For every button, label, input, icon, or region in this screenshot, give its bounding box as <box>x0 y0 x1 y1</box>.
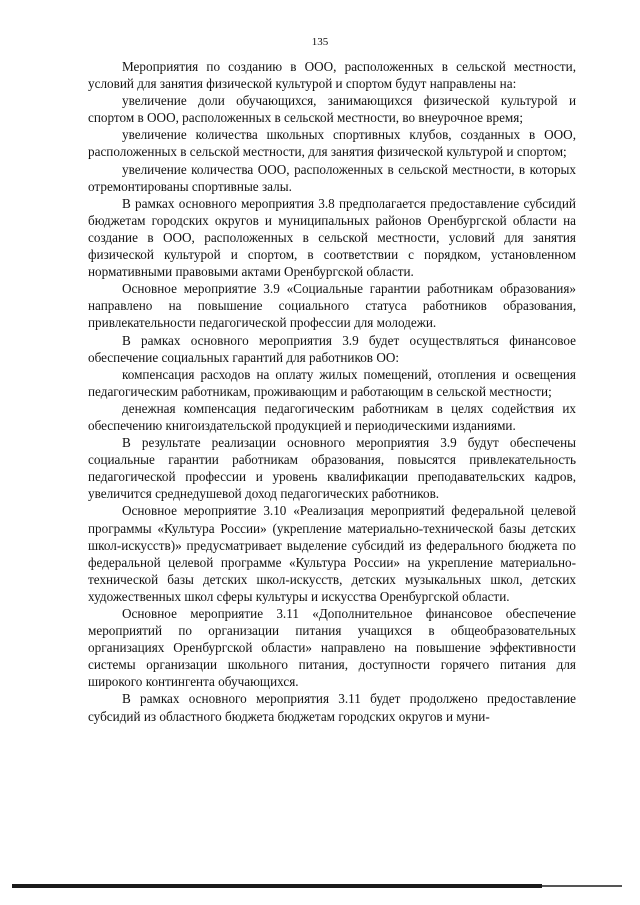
document-body <box>88 58 576 725</box>
paragraph: Основное мероприятие 3.9 «Социальные гарантии работникам образования» направлено на повышение социального статуса работников образования, привлекательности педагогической профессии для молодежи. <box>88 281 576 331</box>
paragraph: Мероприятия по созданию в ООО, расположенных в сельской местности, условий для занятия физической культурой и спортом будут направлены на: <box>88 59 576 92</box>
paragraph: увеличение доли обучающихся, занимающихся физической культурой и спортом в ООО, расположенных в сельской местности, во внеурочное время; <box>88 93 576 126</box>
paragraph: денежная компенсация педагогическим работникам в целях содействия их обеспечению книгоиздательской продукцией и периодическими изданиями. <box>88 400 576 433</box>
paragraph: компенсация расходов на оплату жилых помещений, отопления и освещения педагогическим работникам, проживающим и работающим в сельской местности; <box>88 366 576 399</box>
paragraph: В результате реализации основного мероприятия 3.9 будут обеспечены социальные гарантии работникам образования, повысятся привлекательность педагогической профессии и уровень квалификации преподавательских кадров, увеличится среднедушевой доход педагогических работников. <box>88 435 576 502</box>
paragraph: увеличение количества школьных спортивных клубов, созданных в ООО, расположенных в сельской местности, для занятия физической культурой и спортом; <box>88 127 576 160</box>
page-number: 135 <box>311 36 329 48</box>
paragraph: Основное мероприятие 3.10 «Реализация мероприятий федеральной целевой программы «Культура России» (укрепление материально-технической базы детских школ-искусств)» предусматривает выделение субсидий из федерального бюджета по федеральной целевой программе «Культура России» на укрепление материально-технической базы детских школ-искусств, детских музыкальных школ, детских художественных школ сферы культуры и искусства Оренбургской области. <box>88 503 576 604</box>
paragraph: В рамках основного мероприятия 3.8 предполагается предоставление субсидий бюджетам городских округов и муниципальных районов Оренбургской области на создание в ООО, расположенных в сельской местности, условий для занятия физической культурой и спортом, в соответствии с порядком, установленном нормативными правовыми актами Оренбургской области. <box>88 195 576 280</box>
scan-edge-line <box>542 885 622 887</box>
paragraph: В рамках основного мероприятия 3.11 будет продолжено предоставление субсидий из областного бюджета бюджетам городских округов и муни- <box>88 691 576 724</box>
scan-edge-bar <box>12 884 542 888</box>
paragraph: увеличение количества ООО, расположенных в сельской местности, в которых отремонтированы спортивные залы. <box>88 161 576 194</box>
paragraph: В рамках основного мероприятия 3.9 будет осуществляться финансовое обеспечение социальных гарантий для работников ОО: <box>88 332 576 365</box>
paragraph: Основное мероприятие 3.11 «Дополнительное финансовое обеспечение мероприятий по организации питания учащихся в общеобразовательных организациях Оренбургской области» направлено на повышение эффективности системы организации школьного питания, доступности горячего питания для широкого контингента обучающихся. <box>88 606 576 690</box>
